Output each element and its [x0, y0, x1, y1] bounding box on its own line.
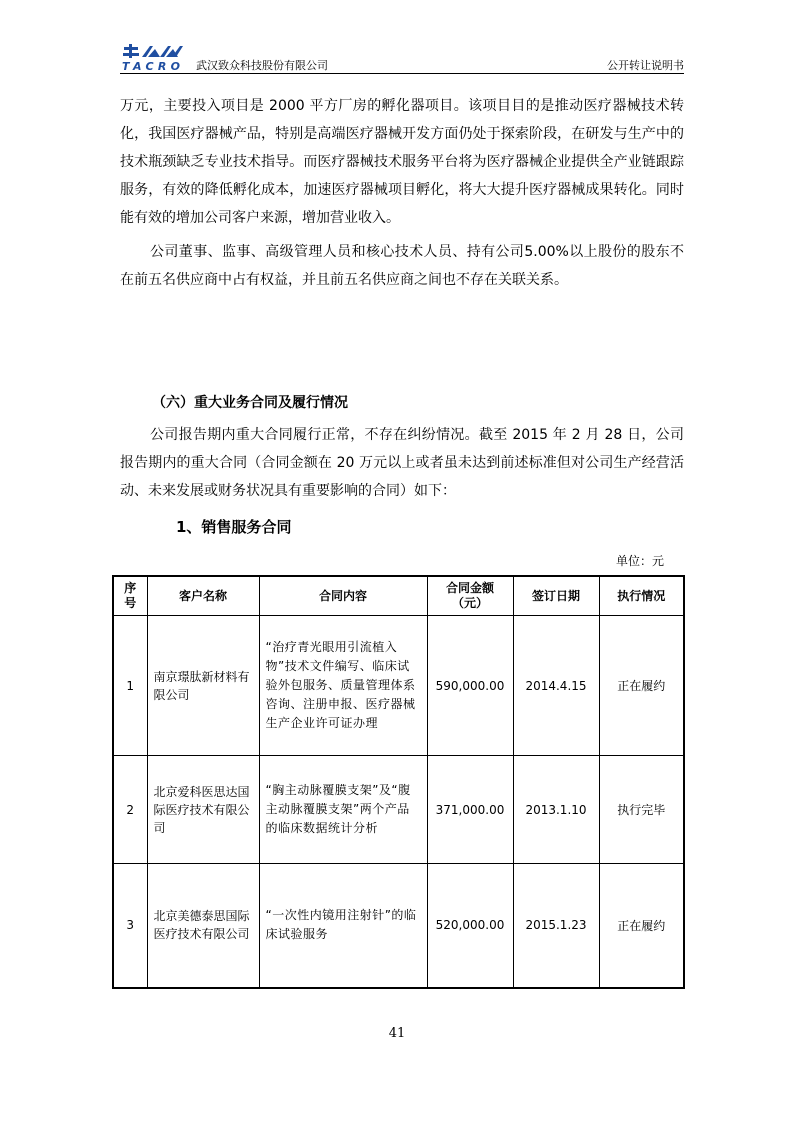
- table-row: [113, 756, 684, 864]
- table-header-row: [113, 576, 684, 616]
- cell-content: “胸主动脉覆膜支架”及“腹主动脉覆膜支架”两个产品的临床数据统计分析: [259, 756, 427, 864]
- subsection-heading: 1、销售服务合同: [176, 518, 292, 536]
- header-date: 签订日期: [513, 576, 599, 616]
- table-row: [113, 616, 684, 756]
- cell-date: 2013.1.10: [513, 756, 599, 864]
- contract-intro: [120, 421, 684, 505]
- header-status: 执行情况: [599, 576, 684, 616]
- document-title: 公开转让说明书: [607, 59, 684, 72]
- cell-client: 北京美德泰思国际医疗技术有限公司: [147, 864, 259, 988]
- cell-status: 执行完毕: [599, 756, 684, 864]
- cell-client: 北京爱科医思达国际医疗技术有限公司: [147, 756, 259, 864]
- header-no: 序号: [113, 576, 147, 616]
- section-heading: （六）重大业务合同及履行情况: [152, 395, 348, 411]
- paragraph-contracts: 公司报告期内重大合同履行正常，不存在纠纷情况。截至 2015 年 2 月 28 日，公司报告期内的重大合同（合同金额在 20 万元以上或者虽未达到前述标准但对公司生产经营活动、未来发展或财务状况具有重要影响的合同）如下：: [120, 427, 684, 499]
- paragraph-suppliers: 公司董事、监事、高级管理人员和核心技术人员、持有公司5.00%以上股份的股东不在前五名供应商中占有权益，并且前五名供应商之间也不存在关联关系。: [120, 244, 684, 288]
- unit-label: 单位：元: [615, 554, 664, 568]
- header-content: 合同内容: [259, 576, 427, 616]
- cell-amount: 590,000.00: [427, 616, 513, 756]
- cell-date: 2015.1.23: [513, 864, 599, 988]
- cell-no: 1: [113, 616, 147, 756]
- sales-contracts-table: [112, 575, 685, 989]
- table-row: [113, 864, 684, 988]
- cell-no: 3: [113, 864, 147, 988]
- page-header: [120, 44, 684, 74]
- header-amount: 合同金额（元）: [427, 576, 513, 616]
- cell-amount: 371,000.00: [427, 756, 513, 864]
- company-name: 武汉致众科技股份有限公司: [196, 59, 328, 72]
- page-number: 41: [388, 1026, 406, 1041]
- body-text: [120, 92, 684, 294]
- tacro-logo: [120, 44, 190, 72]
- svg-text:TACRO: TACRO: [122, 60, 180, 72]
- paragraph-incubator: 万元，主要投入项目是 2000 平方厂房的孵化器项目。该项目目的是推动医疗器械技术转化，我国医疗器械产品，特别是高端医疗器械开发方面仍处于探索阶段，在研发与生产中的技术瓶颈缺乏专业技术指导。而医疗器械技术服务平台将为医疗器械企业提供全产业链跟踪服务，有效的降低孵化成本，加速医疗器械项目孵化，将大大提升医疗器械成果转化。同时能有效的增加公司客户来源，增加营业收入。: [120, 98, 684, 226]
- cell-no: 2: [113, 756, 147, 864]
- cell-content: “一次性内镜用注射针”的临床试验服务: [259, 864, 427, 988]
- header-client: 客户名称: [147, 576, 259, 616]
- cell-content: “治疗青光眼用引流植入物”技术文件编写、临床试验外包服务、质量管理体系咨询、注册申报、医疗器械生产企业许可证办理: [259, 616, 427, 756]
- header-divider: [120, 73, 684, 74]
- cell-amount: 520,000.00: [427, 864, 513, 988]
- cell-client: 南京璟肽新材料有限公司: [147, 616, 259, 756]
- cell-status: 正在履约: [599, 616, 684, 756]
- cell-status: 正在履约: [599, 864, 684, 988]
- cell-date: 2014.4.15: [513, 616, 599, 756]
